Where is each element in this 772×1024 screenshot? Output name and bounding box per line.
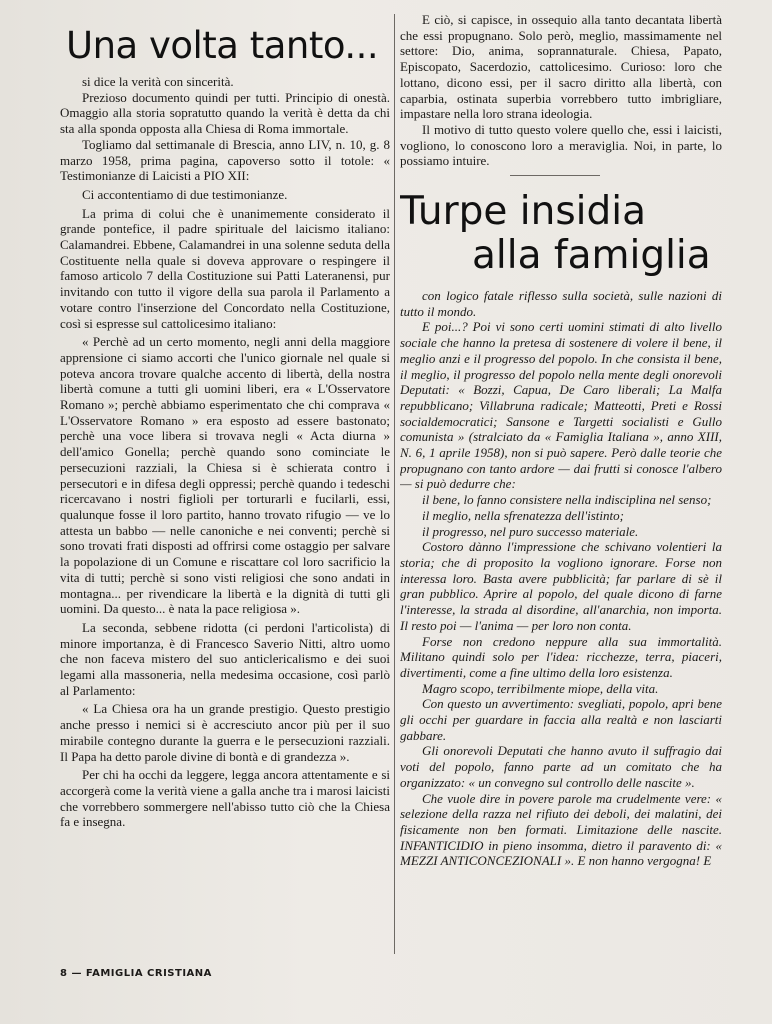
left-paragraph-5: La prima di colui che è unanimemente considerato il grande pontefice, il padre spirituale del laicismo italiano: Calamandrei. Ebbene, Calamandrei in una solenne seduta della Costituente nella quale si doveva approvare o respingere il famoso articolo 7 della Costituzione sui Patti Lateranensi, pur invitando con tutto il vigore della sua parola il Parlamento a votare contro l'inserzione del Concordato nella Costituzione, così si espresse sul cattolicesimo italiano:	[60, 205, 390, 331]
right-intro-paragraph-2: Il motivo di tutto questo volere quello che, essi i laicisti, vogliono, lo conoscono loro a meraviglia. Noi, in parte, lo possiamo intuire.	[400, 121, 722, 169]
calamandrei-quote: « Perchè ad un certo momento, negli anni della maggiore apprensione ci siamo accorti che l'unico giornale nel quale si poteva ancora trovare qualche accento di libertà, della nostra libertà comune a tutti gli uomini liberi, era « L'Osservatore Romano »; perchè abbiamo esperimentato che chi comprava « L'Osservatore Romano » era esposto ad essere bastonato; perchè una voce libera si trovava negli « Acta diurna » dell'amico Gonella; perchè quando sono cominciate le persecuzioni razziali, la Chiesa si è schierata contro i persecutori e in difesa degli oppressi; perchè quando i tedeschi ricercavano i nostri figlioli per torturarli e fucilarli, essi, qualunque fosse il loro partito, hanno trovato rifugio — ve lo attesta un babbo — nelle canoniche e nei conventi; perchè si sono trovati frati disposti ad offrirsi come ostaggio per salvare la popolazione di un Comune e riscattare col loro sacrificio la vita di tutti; perchè si sono visti religiosi che sono andati in montagna... per rivendicare la libertà e la dignità di tutti gli uomini. Da questo... è nata la pace religiosa ».	[60, 334, 390, 617]
right-article-paragraph-2: E poi...? Poi vi sono certi uomini stimati di alto livello sociale che hanno la pretesa di sostenere di volere il bene, il meglio anzi e il progresso del popolo. In che consista il bene, il meglio, il progresso del popolo nella mente degli onorevoli Deputati: « Bozzi, Capua, De Caro liberali; La Malfa repubblicano; Villabruna radicale; Matteotti, Preti e Rossi socialdemocratici; Sansone e Targetti socialisti e Gullo comunista » (stralciato da « Famiglia Italiana », anno XIII, N. 6, 1 aprile 1958), non si può sapere. Però dalle teorie che propugnano con tanto ardore — dai frutti si conosce l'albero — si può dedurre che:	[400, 319, 722, 492]
title-line-2: alla famiglia	[472, 233, 711, 279]
section-divider	[510, 175, 600, 176]
article-title-una-volta-tanto: Una volta tanto...	[66, 24, 379, 67]
right-article-paragraph-8: Magro scopo, terribilmente miope, della vita.	[422, 680, 659, 696]
right-article-paragraph-7: Forse non credono neppure alla sua immortalità. Militano quindi solo per l'idea: ricchezze, terra, piaceri, divertimenti, come a fine ultimo della loro esistenza.	[400, 633, 722, 680]
left-paragraph-9: Per chi ha occhi da leggere, legga ancora attentamente e si accorgerà come la verità viene a galla anche tra i marosi laicisti che vorrebbero sommergere nell'abisso tutto ciò che la Chiesa fa e insegna.	[60, 767, 390, 830]
right-intro-paragraph-1: E ciò, si capisce, in ossequio alla tanto decantata libertà che essi propugnano. Solo però, meglio, massimamente nel settore: Dio, anima, soprannaturale. Chiesa, Papato, Episcopato, Sacerdozio, cattolicesimo. Curioso: loro che lottano, dicono essi, per il sacro diritto alla libertà, con caparbia, ostinata superbia vorrebbero tutto imbrigliare, impastare nella loro strana ideologia.	[400, 12, 722, 122]
article-title-turpe-insidia	[400, 190, 722, 278]
page-footer: 8 — FAMIGLIA CRISTIANA	[60, 968, 212, 979]
left-paragraph-7: La seconda, sebbene ridotta (ci perdoni l'articolista) di minore importanza, è di Francesco Saverio Nitti, altro uomo che non faceva mistero del suo anticlericalismo e dei suoi legami alla massoneria, nella medesima occasione, così parlò al Parlamento:	[60, 619, 390, 698]
left-paragraph-3: Togliamo dal settimanale di Brescia, anno LIV, n. 10, g. 8 marzo 1958, prima pagina, capoverso sotto il totole: « Testimonianze di Laicisti a PIO XII:	[60, 136, 390, 184]
left-paragraph-2: Prezioso documento quindi per tutti. Principio di onestà. Omaggio alla storia sopratutto quando la verità è detta da chi sta alla sponda opposta alla Chiesa di Roma immortale.	[60, 89, 390, 137]
right-article-paragraph-3: il bene, lo fanno consistere nella indisciplina nel senso;	[422, 492, 712, 508]
title-line-1: Turpe insidia	[400, 189, 646, 235]
right-article-paragraph-5: il progresso, nel puro successo materiale.	[422, 523, 639, 539]
right-article-paragraph-4: il meglio, nella sfrenatezza dell'istinto;	[422, 507, 624, 523]
right-article-paragraph-6: Costoro dànno l'impressione che schivano volentieri la storia; che di proposito la vogliono ignorare. Forse non interessa loro. Basta avere pubblicità; far parlare di sè il gran pubblico. Aprire al popolo, del quale dicono di farne l'interesse, la strada al disordine, all'anarchia, non importa. Il resto poi — l'anima — per loro non conta.	[400, 539, 722, 633]
left-paragraph-4: Ci accontentiamo di due testimonianze.	[82, 186, 288, 202]
right-article-paragraph-11: Che vuole dire in povere parole ma crudelmente vere: « selezione della razza nel rifiuto dei deboli, dei malatini, dei fisicamente non ben formati. Limitazione delle nascite. INFANTICIDIO in pieno insomma, dietro il paravento di: « MEZZI ANTICONCEZIONALI ». E non hanno vergogna! E	[400, 790, 722, 869]
right-column	[400, 12, 722, 869]
right-article-paragraph-9: Con questo un avvertimento: svegliati, popolo, apri bene gli occhi per guardare in faccia alla realtà e non lasciarti gabbare.	[400, 696, 722, 743]
left-column	[60, 18, 390, 830]
right-article-paragraph-1: con logico fatale riflesso sulla società, sulle nazioni di tutto il mondo.	[400, 288, 722, 319]
nitti-quote: « La Chiesa ora ha un grande prestigio. Questo prestigio anche presso i nemici si è accresciuto ancor più per il suo mirabile contegno durante la guerra e le persecuzioni razziali. Il Papa ha detto parole divine di bontà e di grandezza ».	[60, 701, 390, 764]
left-paragraph-1: si dice la verità con sincerità.	[82, 74, 234, 89]
right-article-paragraph-10: Gli onorevoli Deputati che hanno avuto il suffragio dai voti del popolo, fanno parte ad un comitato che ha organizzato: « un convegno sul controllo delle nascite ».	[400, 743, 722, 790]
column-divider	[394, 14, 395, 954]
